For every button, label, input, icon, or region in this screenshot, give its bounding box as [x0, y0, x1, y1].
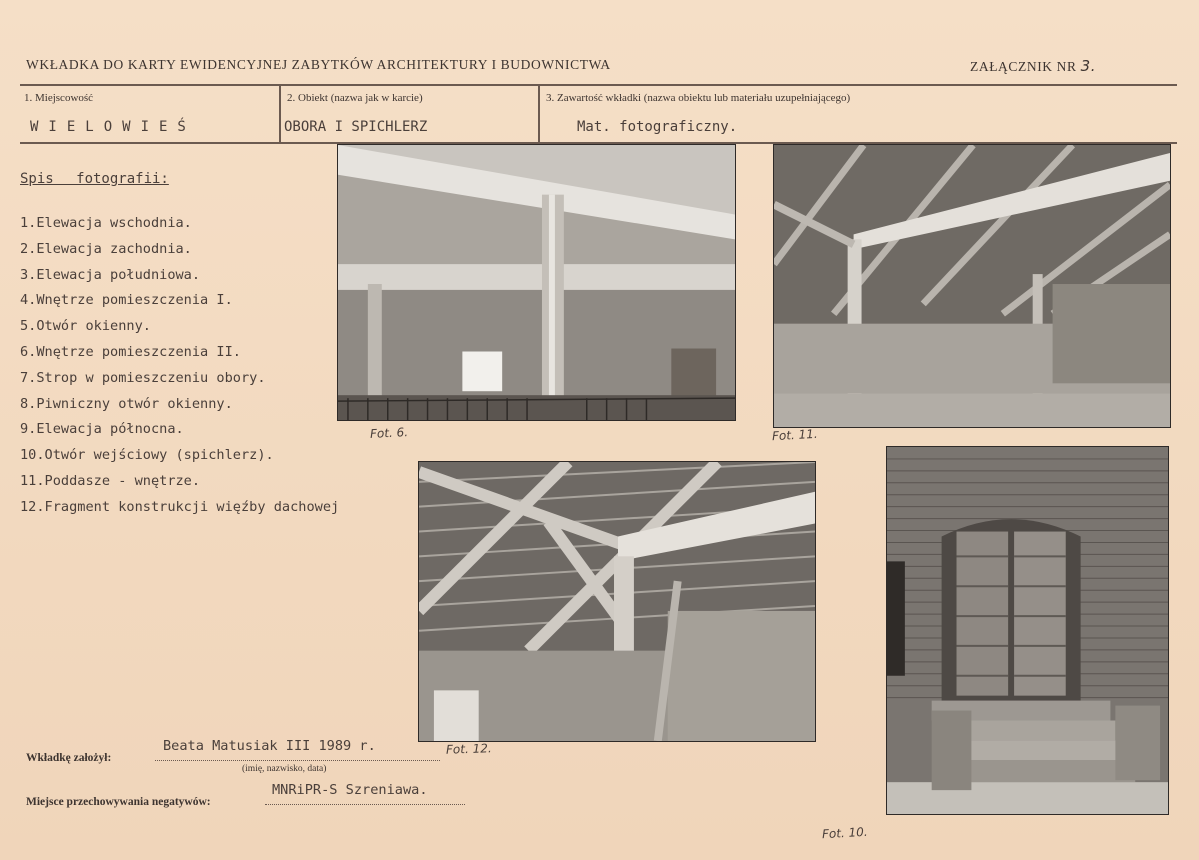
photo-list-item: 1.Elewacja wschodnia.: [20, 215, 192, 231]
attachment-number: [970, 57, 1096, 75]
photo-roof-truss: [418, 461, 816, 742]
storage-label: Miejsce przechowywania negatywów:: [26, 796, 211, 808]
author-dotline: [155, 760, 440, 761]
photo-list-item: 3.Elewacja południowa.: [20, 266, 201, 283]
photo-list-item: 10.Otwór wejściowy (spichlerz).: [20, 447, 274, 464]
field-divider-1: [279, 84, 281, 142]
photo-list-item: 8.Piwniczny otwór okienny.: [20, 395, 233, 412]
storage-dotline: [265, 804, 465, 805]
photo-list-item: 2.Elewacja zachodnia.: [20, 240, 192, 257]
locality-label: 1. Miejscowość: [24, 92, 94, 104]
caption-fot-6: Fot. 6.: [369, 425, 409, 441]
content-value: Mat. fotograficzny.: [577, 119, 738, 135]
photo-list-item: 4.Wnętrze pomieszczenia I.: [20, 292, 233, 309]
photo-list: [20, 211, 339, 521]
photo-attic-interior: [773, 144, 1171, 428]
photo-list-item: 9.Elewacja północna.: [20, 421, 184, 438]
object-label: 2. Obiekt (nazwa jak w karcie): [287, 92, 423, 104]
photo-list-item: 7.Strop w pomieszczeniu obory.: [20, 369, 266, 386]
photo-stable-interior: [337, 144, 736, 421]
content-label: 3. Zawartość wkładki (nazwa obiektu lub materiału uzupełniającego): [546, 92, 851, 104]
author-label: Wkładkę założył:: [26, 752, 112, 764]
header-rule-top: [20, 84, 1177, 86]
document-title: WKŁADKA DO KARTY EWIDENCYJNEJ ZABYTKÓW ARCHITEKTURY I BUDOWNICTWA: [26, 57, 611, 72]
photo-11-image: [774, 145, 1170, 427]
photo-10-image: [887, 447, 1168, 814]
author-value: Beata Matusiak III 1989 r.: [163, 738, 376, 754]
attachment-label: ZAŁĄCZNIK NR: [970, 59, 1077, 74]
photo-list-title: Spis fotografii:: [20, 171, 169, 187]
caption-fot-10: Fot. 10.: [821, 824, 869, 842]
photo-list-item: 11.Poddasze - wnętrze.: [20, 472, 201, 489]
photo-6-image: [338, 145, 735, 420]
object-value: OBORA I SPICHLERZ: [284, 119, 428, 135]
photo-12-image: [419, 462, 815, 741]
attachment-number-value: 3.: [1080, 57, 1097, 75]
storage-value: MNRiPR-S Szreniawa.: [272, 782, 428, 798]
locality-value: WIELOWIEŚ: [30, 119, 196, 135]
field-divider-2: [538, 84, 540, 142]
photo-list-item: 5.Otwór okienny.: [20, 318, 151, 335]
photo-list-item: 12.Fragment konstrukcji więźby dachowej: [20, 498, 340, 515]
photo-list-item: 6.Wnętrze pomieszczenia II.: [20, 343, 241, 360]
caption-fot-11: Fot. 11.: [771, 426, 819, 444]
photo-granary-entrance: [886, 446, 1169, 815]
author-hint: (imię, nazwisko, data): [242, 764, 327, 774]
caption-fot-12: Fot. 12.: [445, 741, 492, 757]
